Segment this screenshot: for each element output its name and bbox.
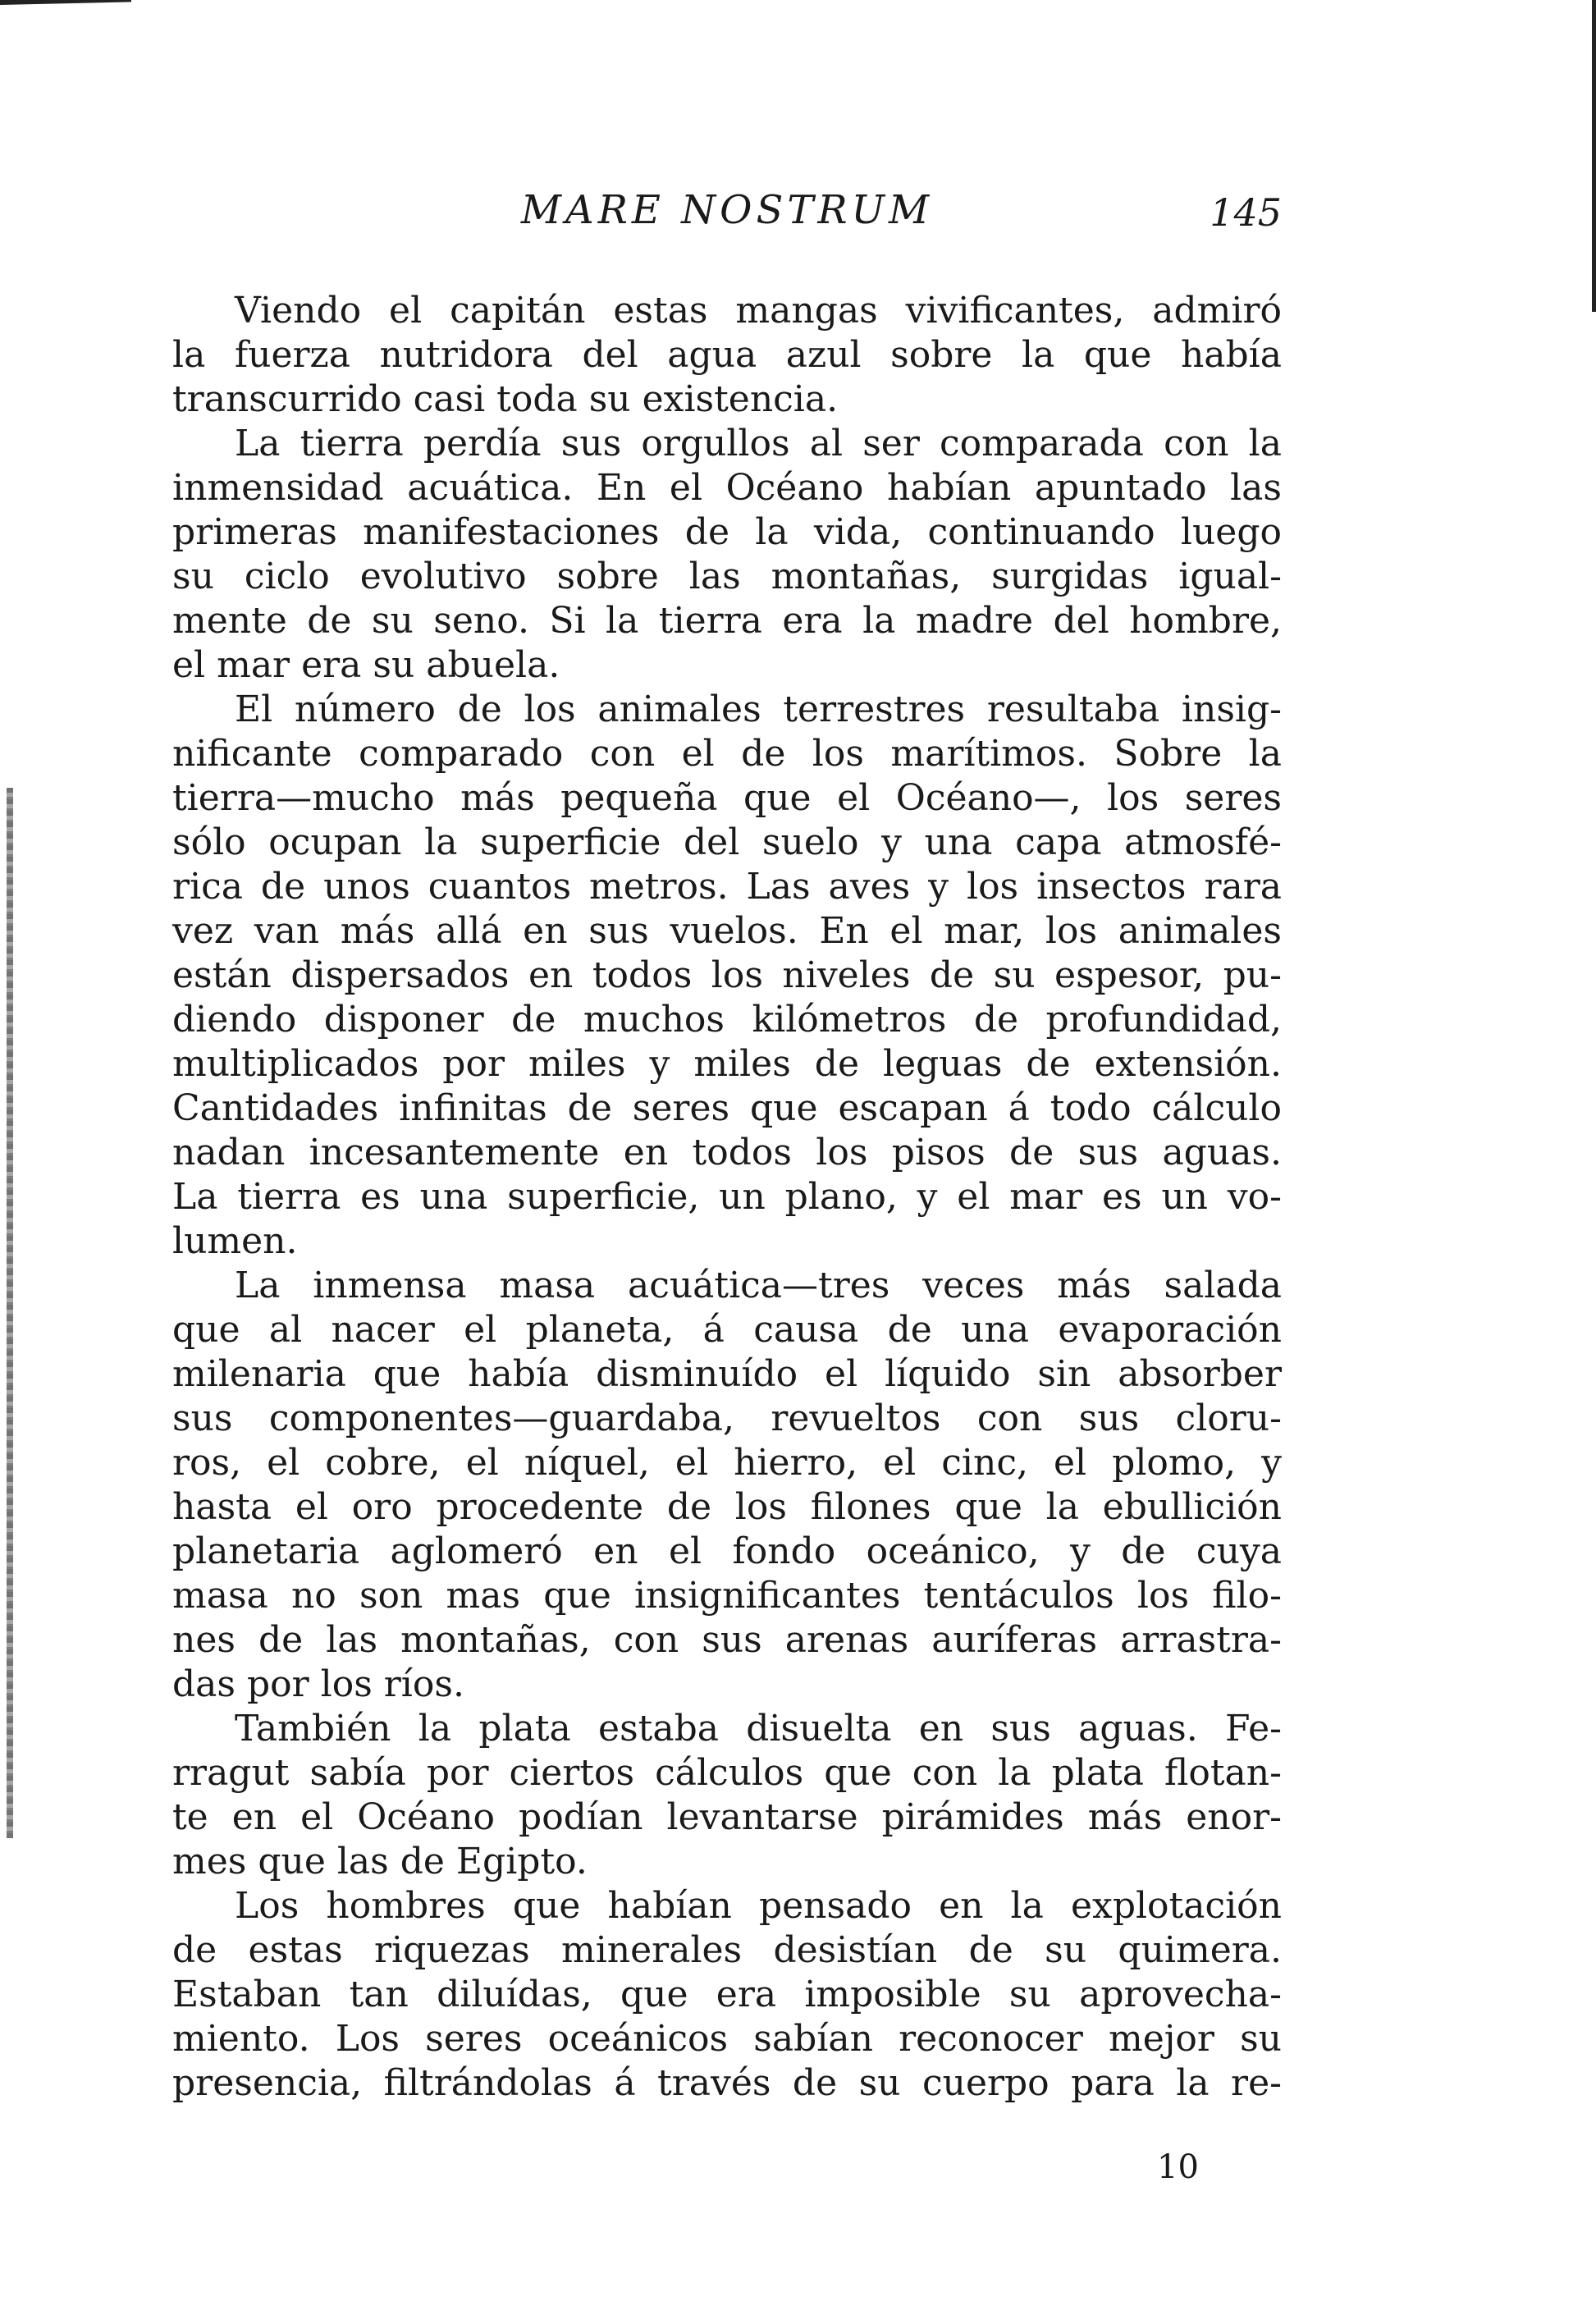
text-line: nificante comparado con el de los marítimos. Sobre la [172,733,1282,775]
text-line: mes que las de Egipto. [172,1841,588,1882]
text-line: planetaria aglomeró en el fondo oceánico, y de cuya [172,1530,1282,1572]
text-line: que al nacer el planeta, á causa de una evaporación [172,1309,1282,1351]
text-line: Estaban tan diluídas, que era imposible su aprovecha- [172,1974,1282,2015]
text-line: diendo disponer de muchos kilómetros de profundidad, [172,999,1282,1041]
running-title: MARE NOSTRUM [520,187,934,233]
text-line: multiplicados por miles y miles de leguas de extensión. [172,1043,1282,1085]
text-line: das por los ríos. [172,1663,464,1705]
text-line: están dispersados en todos los niveles de su espesor, pu- [172,954,1282,996]
text-line: rica de unos cuantos metros. Las aves y los insectos rara [172,866,1282,908]
signature-mark: 10 [1157,2148,1199,2186]
text-line: mente de su seno. Si la tierra era la madre del hombre, [172,600,1282,642]
text-line: La tierra perdía sus orgullos al ser comparada con la [235,423,1282,464]
text-line: La tierra es una superficie, un plano, y el mar es un vo- [172,1176,1282,1218]
text-line: presencia, filtrándolas á través de su cuerpo para la re- [172,2062,1282,2104]
text-line: vez van más allá en sus vuelos. En el mar, los animales [172,910,1282,952]
text-line: La inmensa masa acuática—tres veces más salada [235,1265,1282,1306]
text-line: lumen. [172,1220,298,1262]
text-line: milenaria que había disminuído el líquido sin absorber [172,1353,1282,1395]
text-line: transcurrido casi toda su existencia. [172,378,839,420]
text-line: de estas riquezas minerales desistían de su quimera. [172,1929,1282,1971]
text-line: El número de los animales terrestres resultaba insig- [235,688,1282,730]
text-line: miento. Los seres oceánicos sabían reconocer mejor su [172,2018,1282,2060]
text-line: nes de las montañas, con sus arenas auríferas arrastra- [172,1619,1282,1661]
text-line: Los hombres que habían pensado en la explotación [235,1885,1282,1927]
text-line: También la plata estaba disuelta en sus aguas. Fe- [235,1708,1282,1750]
text-line: sólo ocupan la superficie del suelo y una capa atmosfé- [172,821,1282,863]
text-line: rragut sabía por ciertos cálculos que con la plata flotan- [172,1752,1282,1794]
running-head [172,187,1282,245]
text-line: Cantidades infinitas de seres que escapan á todo cálculo [172,1087,1282,1129]
text-line: hasta el oro procedente de los filones que la ebullición [172,1486,1282,1528]
text-line: el mar era su abuela. [172,644,560,686]
text-line: nadan incesantemente en todos los pisos de sus aguas. [172,1132,1282,1173]
text-line: tierra—mucho más pequeña que el Océano—, los seres [172,777,1282,819]
text-line: la fuerza nutridora del agua azul sobre la que había [172,334,1282,376]
text-line: Viendo el capitán estas mangas vivificantes, admiró [235,290,1282,332]
text-line: te en el Océano podían levantarse pirámides más enor- [172,1796,1282,1838]
page-number: 145 [1210,190,1282,235]
scan-edge-mark-left [7,788,13,1838]
scan-edge-mark-right [1592,0,1596,312]
body-text [172,289,1282,2106]
text-line: inmensidad acuática. En el Océano habían apuntado las [172,467,1282,509]
text-line: ros, el cobre, el níquel, el hierro, el cinc, el plomo, y [172,1442,1282,1484]
text-line: sus componentes—guardaba, revueltos con sus cloru- [172,1397,1282,1439]
text-line: masa no son mas que insignificantes tentáculos los filo- [172,1575,1282,1617]
text-line: su ciclo evolutivo sobre las montañas, surgidas igual- [172,556,1282,597]
text-line: primeras manifestaciones de la vida, continuando luego [172,511,1282,553]
scan-edge-mark-top [0,0,131,5]
